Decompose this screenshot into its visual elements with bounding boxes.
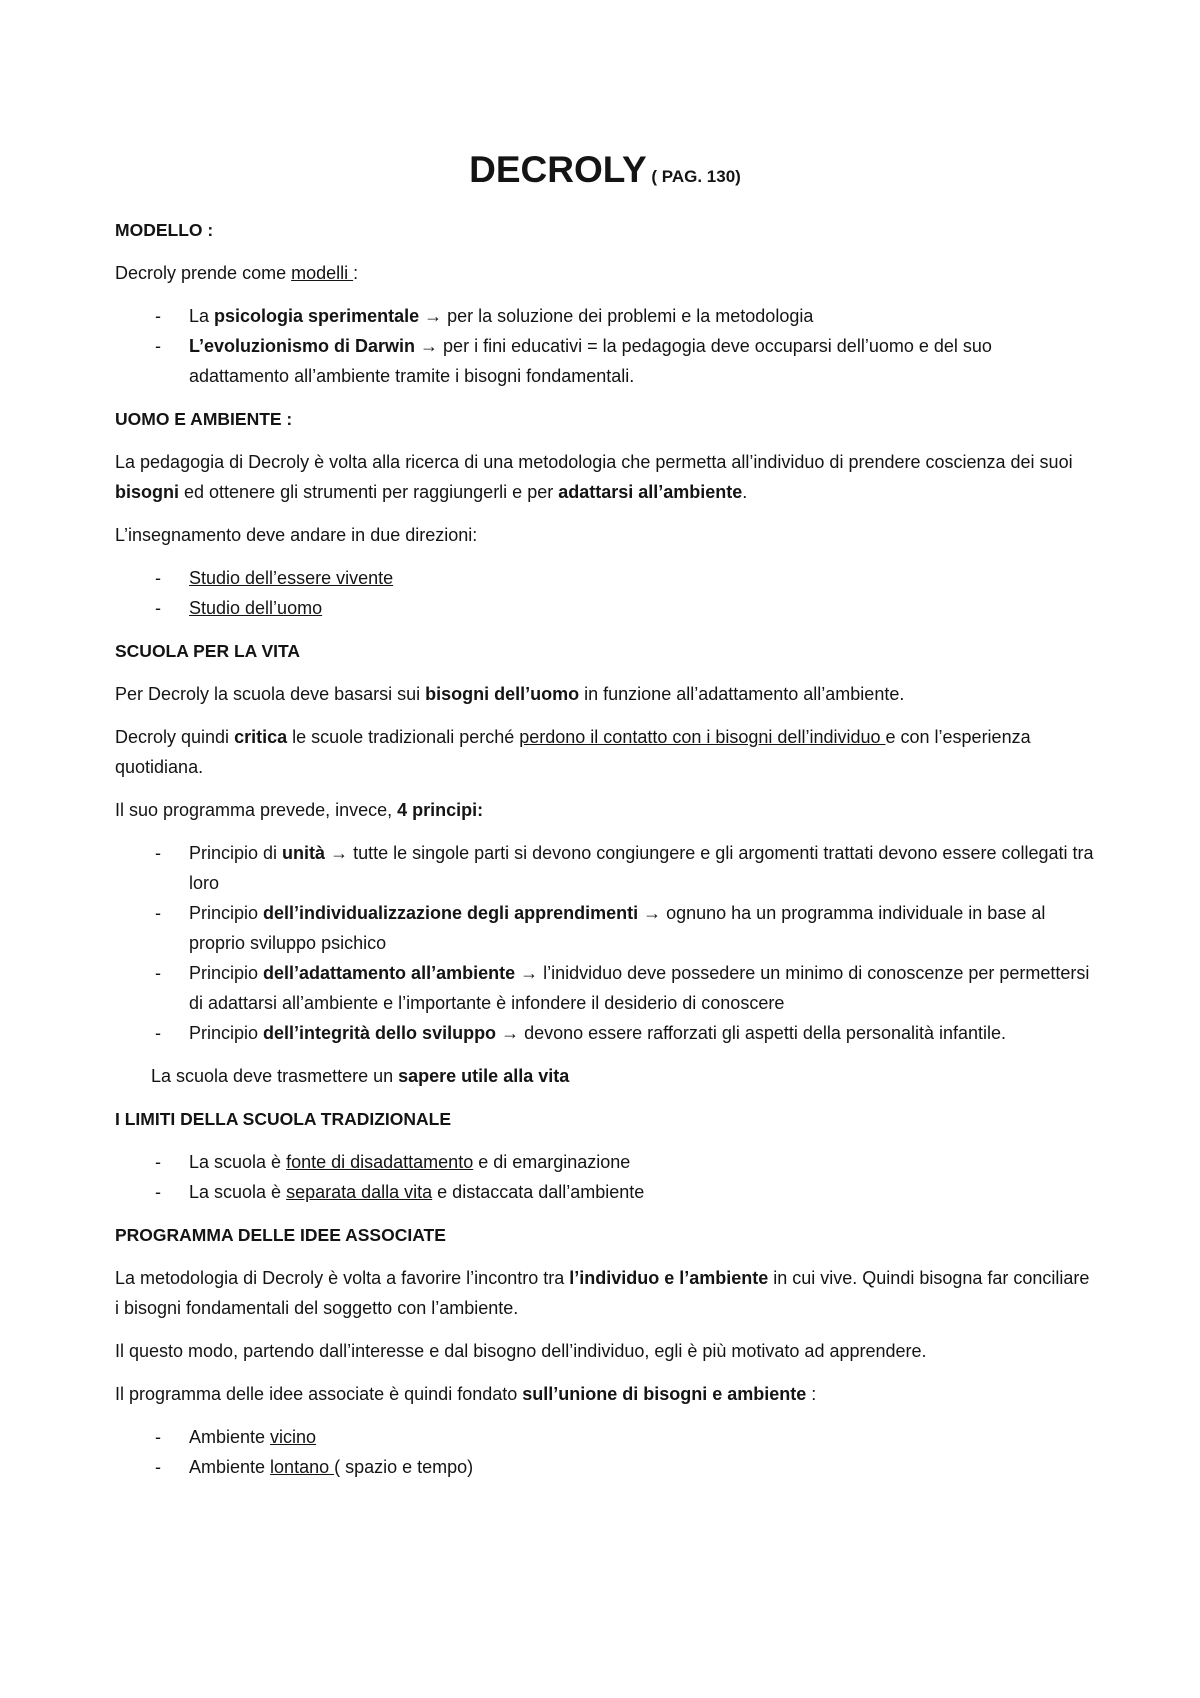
text-run: per i fini educativi = la pedagogia deve occuparsi dell’uomo e del suo adattamento all’ambiente tramite i bisogni fondamentali. (189, 336, 992, 386)
text-run: La scuola è (189, 1152, 287, 1172)
dash-bullet: - (155, 963, 161, 983)
text-run: Per Decroly la scuola deve basarsi sui (115, 684, 426, 704)
text-run: tutte le singole parti si devono congiungere e gli argomenti trattati devono essere collegati tra loro (189, 843, 1094, 893)
underlined-text: Studio dell’essere vivente (189, 568, 394, 588)
arrow-icon: → (520, 963, 539, 983)
bold-text: 4 principi: (397, 800, 484, 820)
dash-bullet: - (155, 336, 161, 356)
text-run: Principio (189, 963, 264, 983)
section-heading: SCUOLA PER LA VITA (115, 641, 301, 661)
text-run: . (742, 482, 748, 502)
list-item (115, 301, 1095, 331)
list-item (115, 1422, 1095, 1452)
document-body (115, 140, 1095, 1495)
bold-text: psicologia sperimentale (214, 306, 420, 326)
document-section (115, 215, 1095, 391)
list-item (115, 1452, 1095, 1482)
text-run: le scuole tradizionali perché (287, 727, 520, 747)
text-run: Ambiente (189, 1427, 271, 1447)
title-page-ref: ( PAG. 130) (646, 167, 741, 186)
text-run: : (806, 1384, 817, 1404)
text-run: Principio (189, 1023, 264, 1043)
text-run: in funzione all’adattamento all’ambiente. (579, 684, 905, 704)
bold-text: adattarsi all’ambiente (558, 482, 743, 502)
text-run: Il questo modo, partendo dall’interesse e dal bisogno dell’individuo, egli è più motivato ad apprendere. (115, 1341, 927, 1361)
text-run: L’insegnamento deve andare in due direzioni: (115, 525, 478, 545)
list-item (115, 563, 1095, 593)
page-title (115, 140, 1095, 207)
text-run: e di emarginazione (473, 1152, 631, 1172)
arrow-icon: → (643, 903, 662, 923)
underlined-text: fonte di disadattamento (286, 1152, 474, 1172)
dash-bullet: - (155, 1023, 161, 1043)
list-item (115, 898, 1095, 958)
bold-text: L’evoluzionismo di Darwin (189, 336, 416, 356)
paragraph (115, 1061, 1095, 1091)
underlined-text: vicino (270, 1427, 317, 1447)
document-section (115, 404, 1095, 623)
bold-text: l’individuo e l’ambiente (569, 1268, 769, 1288)
underlined-text: Studio dell’uomo (189, 598, 323, 618)
list-item (115, 331, 1095, 391)
list-item (115, 1177, 1095, 1207)
dash-bullet: - (155, 1152, 161, 1172)
list-item (115, 1147, 1095, 1177)
underlined-text: modelli (291, 263, 354, 283)
text-run: e distaccata dall’ambiente (432, 1182, 645, 1202)
arrow-icon: → (330, 843, 349, 863)
text-run: e con l’esperienza quotidiana. (115, 727, 1031, 777)
dash-bullet: - (155, 306, 161, 326)
bullet-list (115, 1422, 1095, 1482)
paragraph (115, 520, 1095, 550)
document-section (115, 1220, 1095, 1482)
bold-text: critica (234, 727, 288, 747)
section-heading: MODELLO : (115, 220, 214, 240)
document-section (115, 1104, 1095, 1207)
bullet-list (115, 301, 1095, 391)
text-run: ognuno ha un programma individuale in base al proprio sviluppo psichico (189, 903, 1046, 953)
paragraph (115, 1379, 1095, 1409)
bold-text: unità (282, 843, 326, 863)
bullet-list (115, 1147, 1095, 1207)
section-heading: PROGRAMMA DELLE IDEE ASSOCIATE (115, 1225, 446, 1245)
text-run: La pedagogia di Decroly è volta alla ricerca di una metodologia che permetta all’individuo di prendere coscienza dei suoi (115, 452, 1073, 472)
dash-bullet: - (155, 1182, 161, 1202)
text-run: Principio di (189, 843, 283, 863)
text-run: Il suo programma prevede, invece, (115, 800, 398, 820)
text-run: La (189, 306, 215, 326)
text-run: Ambiente (189, 1457, 271, 1477)
text-run: La metodologia di Decroly è volta a favorire l’incontro tra (115, 1268, 570, 1288)
bullet-list (115, 838, 1095, 1048)
dash-bullet: - (155, 903, 161, 923)
paragraph (115, 795, 1095, 825)
bold-text: bisogni (115, 482, 179, 502)
title-main: DECROLY (469, 149, 647, 190)
paragraph (115, 722, 1095, 782)
text-run: La scuola deve trasmettere un (151, 1066, 399, 1086)
text-run: per la soluzione dei problemi e la metodologia (442, 306, 814, 326)
bold-text: bisogni dell’uomo (425, 684, 580, 704)
text-run: ed ottenere gli strumenti per raggiungerli e per (179, 482, 559, 502)
list-item (115, 1018, 1095, 1048)
paragraph (115, 447, 1095, 507)
text-run: La scuola è (189, 1182, 287, 1202)
dash-bullet: - (155, 843, 161, 863)
text-run: Il programma delle idee associate è quindi fondato (115, 1384, 523, 1404)
underlined-text: lontano (270, 1457, 335, 1477)
dash-bullet: - (155, 1427, 161, 1447)
paragraph (115, 679, 1095, 709)
bullet-list (115, 563, 1095, 623)
section-heading: I LIMITI DELLA SCUOLA TRADIZIONALE (115, 1109, 452, 1129)
bold-text: sapere utile alla vita (398, 1066, 570, 1086)
section-heading: UOMO E AMBIENTE : (115, 409, 293, 429)
arrow-icon: → (420, 336, 439, 356)
paragraph (115, 258, 1095, 288)
text-run: devono essere rafforzati gli aspetti della personalità infantile. (519, 1023, 1007, 1043)
list-item (115, 593, 1095, 623)
text-run: l’inidviduo deve possedere un minimo di conoscenze per permettersi di adattarsi all’ambiente e l’importante è infondere il desiderio di conoscere (189, 963, 1090, 1013)
text-run: ( spazio e tempo) (334, 1457, 474, 1477)
text-run: in cui vive. Quindi bisogna far conciliare i bisogni fondamentali del soggetto con l’ambiente. (115, 1268, 1090, 1318)
underlined-text: perdono il contatto con i bisogni dell’individuo (519, 727, 886, 747)
bold-text: dell’adattamento all’ambiente (263, 963, 516, 983)
dash-bullet: - (155, 1457, 161, 1477)
paragraph (115, 1336, 1095, 1366)
text-run: : (353, 263, 359, 283)
bold-text: dell’integrità dello sviluppo (263, 1023, 497, 1043)
text-run: Decroly prende come (115, 263, 292, 283)
dash-bullet: - (155, 568, 161, 588)
text-run: Principio (189, 903, 264, 923)
list-item (115, 958, 1095, 1018)
arrow-icon: → (424, 306, 443, 326)
document-section (115, 636, 1095, 1091)
bold-text: dell’individualizzazione degli apprendimenti (263, 903, 639, 923)
bold-text: sull’unione di bisogni e ambiente (522, 1384, 807, 1404)
arrow-icon: → (501, 1023, 520, 1043)
text-run: Decroly quindi (115, 727, 235, 747)
underlined-text: separata dalla vita (286, 1182, 433, 1202)
paragraph (115, 1263, 1095, 1323)
dash-bullet: - (155, 598, 161, 618)
list-item (115, 838, 1095, 898)
